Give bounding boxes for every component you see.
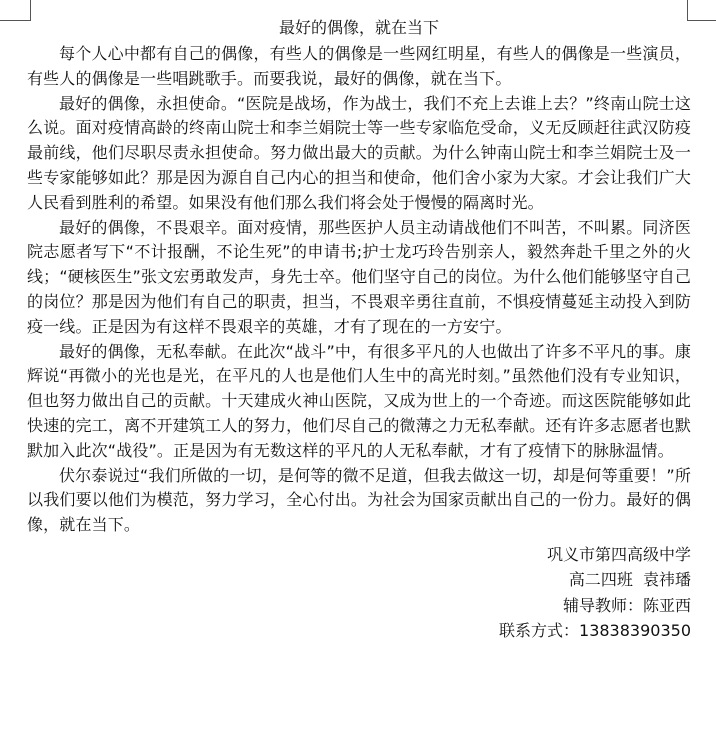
signature-block	[27, 542, 691, 644]
paragraph-dedication: 最好的偶像，无私奉献。在此次“战斗”中，有很多平凡的人也做出了许多不平凡的事。康辉说“再微小的光也是光，在平凡的人也是他们人生中的高光时刻。”虽然他们没有专业知识，但也努力做出自己的贡献。十天建成火神山医院，又成为世上的一个奇迹。而这医院能够如此快速的完工，离不开建筑工人的努力，他们尽自己的微薄之力无私奉献。还有许多志愿者也默默加入此次“战役”。正是因为有无数这样的平凡的人无私奉献，才有了疫情下的脉脉温情。	[27, 341, 691, 460]
document-body	[27, 16, 691, 644]
essay-title: 最好的偶像，就在当下	[278, 18, 439, 37]
signature-school: 巩义市第四高级中学	[546, 544, 691, 564]
paragraph-hardship: 最好的偶像，不畏艰辛。面对疫情，那些医护人员主动请战他们不叫苦，不叫累。同济医院志愿者写下“不计报酬，不论生死”的申请书;护士龙巧玲告别亲人，毅然奔赴千里之外的火线；“硬核医生”张文宏勇敢发声，身先士卒。他们坚守自己的岗位。为什么他们能够坚守自己的岗位？那是因为他们有自己的职责，担当，不畏艰辛勇往直前，不惧疫情蔓延主动投入到防疫一线。正是因为有这样不畏艰辛的英雄，才有了现在的一方安宁。	[27, 217, 691, 336]
paragraph-intro: 每个人心中都有自己的偶像，有些人的偶像是一些网红明星，有些人的偶像是一些演员，有些人的偶像是一些唱跳歌手。而要我说，最好的偶像，就在当下。	[27, 44, 691, 88]
crop-mark-top-right	[687, 0, 716, 21]
signature-class-author: 高二四班 袁祎璠	[568, 570, 691, 590]
signature-advisor: 辅导教师：陈亚西	[562, 595, 691, 615]
paragraph-conclusion: 伏尔泰说过“我们所做的一切，是何等的微不足道，但我去做这一切，却是何等重要！”所以我们要以他们为模范，努力学习，全心付出。为社会为国家贡献出自己的一份力。最好的偶像，就在当下。	[27, 465, 691, 535]
paragraph-mission: 最好的偶像，永担使命。“医院是战场，作为战士，我们不充上去谁上去？”终南山院士这么说。面对疫情高龄的终南山院士和李兰娟院士等一些专家临危受命，义无反顾赶往武汉防疫最前线，他们尽职尽责永担使命。努力做出最大的贡献。为什么钟南山院士和李兰娟院士及一些专家能够如此？那是因为源自自己内心的担当和使命，他们舍小家为大家。才会让我们广大人民看到胜利的希望。如果没有他们那么我们将会处于慢慢的隔离时光。	[27, 93, 691, 212]
signature-contact: 联系方式：13838390350	[499, 621, 691, 641]
